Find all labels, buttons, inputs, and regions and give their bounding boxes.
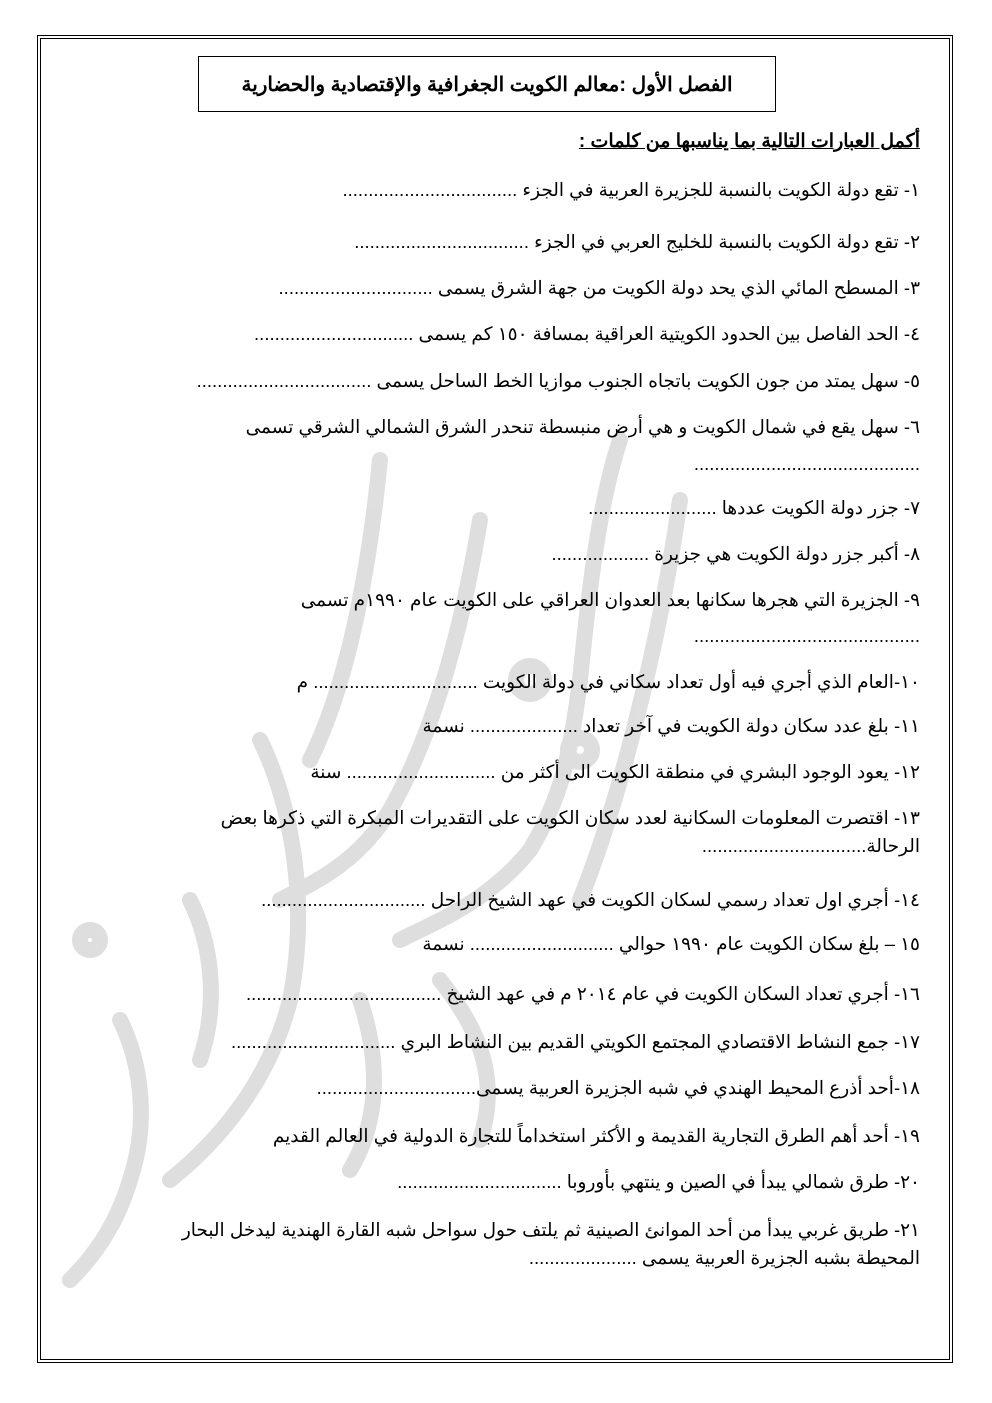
question-15: ١٥ – بلغ سكان الكويت عام ١٩٩٠ حوالي ............................ نسمة <box>422 933 920 954</box>
question-18: ١٨-أحد أذرع المحيط الهندي في شبه الجزيرة العربية يسمى............................... <box>316 1077 920 1098</box>
chapter-title <box>198 56 776 112</box>
question-9: ٩- الجزيرة التي هجرها سكانها بعد العدوان العراقي على الكويت عام ١٩٩٠م تسمى <box>300 589 920 610</box>
question-19: ١٩- أحد أهم الطرق التجارية القديمة و الأكثر استخداماً للتجارة الدولية في العالم القديم <box>272 1125 920 1146</box>
question-20: ٢٠- طرق شمالي يبدأ في الصين و ينتهي بأوروبا ................................ <box>397 1171 920 1192</box>
question-11: ١١- بلغ عدد سكان دولة الكويت في آخر تعداد ..................... نسمة <box>422 715 920 736</box>
question-8: ٨- أكبر جزر دولة الكويت هي جزيرة ................... <box>551 543 920 564</box>
question-17: ١٧- جمع النشاط الاقتصادي المجتمع الكويتي القديم بين النشاط البري ................................ <box>230 1031 920 1052</box>
chapter-title-text: الفصل الأول :معالم الكويت الجغرافية والإقتصادية والحضارية <box>241 73 733 96</box>
question-12: ١٢- يعود الوجود البشري في منطقة الكويت الى أكثر من ............................. سنة <box>310 761 920 782</box>
question-6: ٦- سهل يقع في شمال الكويت و هي أرض منبسطة تنحدر الشرق الشمالي الشرقي تسمى <box>245 416 920 437</box>
instructions-heading: أكمل العبارات التالية بما يناسبها من كلمات : <box>578 131 920 152</box>
question-7: ٧- جزر دولة الكويت عددها ......................... <box>588 497 920 518</box>
question-1: ١- تقع دولة الكويت بالنسبة للجزيرة العربية في الجزء .................................. <box>342 179 920 200</box>
question-9-answer-line: ............................................ <box>693 625 920 646</box>
question-2: ٢- تقع دولة الكويت بالنسبة للخليج العربي في الجزء .................................. <box>354 231 920 252</box>
question-16: ١٦- أجري تعداد السكان الكويت في عام ٢٠١٤ م في عهد الشيخ ...................................... <box>246 983 920 1004</box>
question-21: ٢١- طريق غربي يبدأ من أحد الموانئ الصينية ثم يلتف حول سواحل شبه القارة الهندية ليدخل البحار المحيطة بشبه الجزيرة العربية يسمى ..................... <box>181 1219 920 1268</box>
question-6-answer-line: ............................................ <box>693 453 920 474</box>
question-13: ١٣- اقتصرت المعلومات السكانية لعدد سكان الكويت على التقديرات المبكرة التي ذكرها بعض الرحالة................................ <box>220 807 920 856</box>
question-4: ٤- الحد الفاصل بين الحدود الكويتية العراقية بمسافة ١٥٠ كم يسمى ............................... <box>254 323 920 344</box>
question-5: ٥- سهل يمتد من جون الكويت باتجاه الجنوب موازيا الخط الساحل يسمى .................................. <box>196 370 920 391</box>
question-3: ٣- المسطح المائي الذي يحد دولة الكويت من جهة الشرق يسمى .............................. <box>278 277 920 298</box>
question-10: ١٠-العام الذي أجري فيه أول تعداد سكاني في دولة الكويت ................................ م <box>296 671 920 692</box>
question-14: ١٤- أجري اول تعداد رسمي لسكان الكويت في عهد الشيخ الراحل ................................ <box>261 889 920 910</box>
